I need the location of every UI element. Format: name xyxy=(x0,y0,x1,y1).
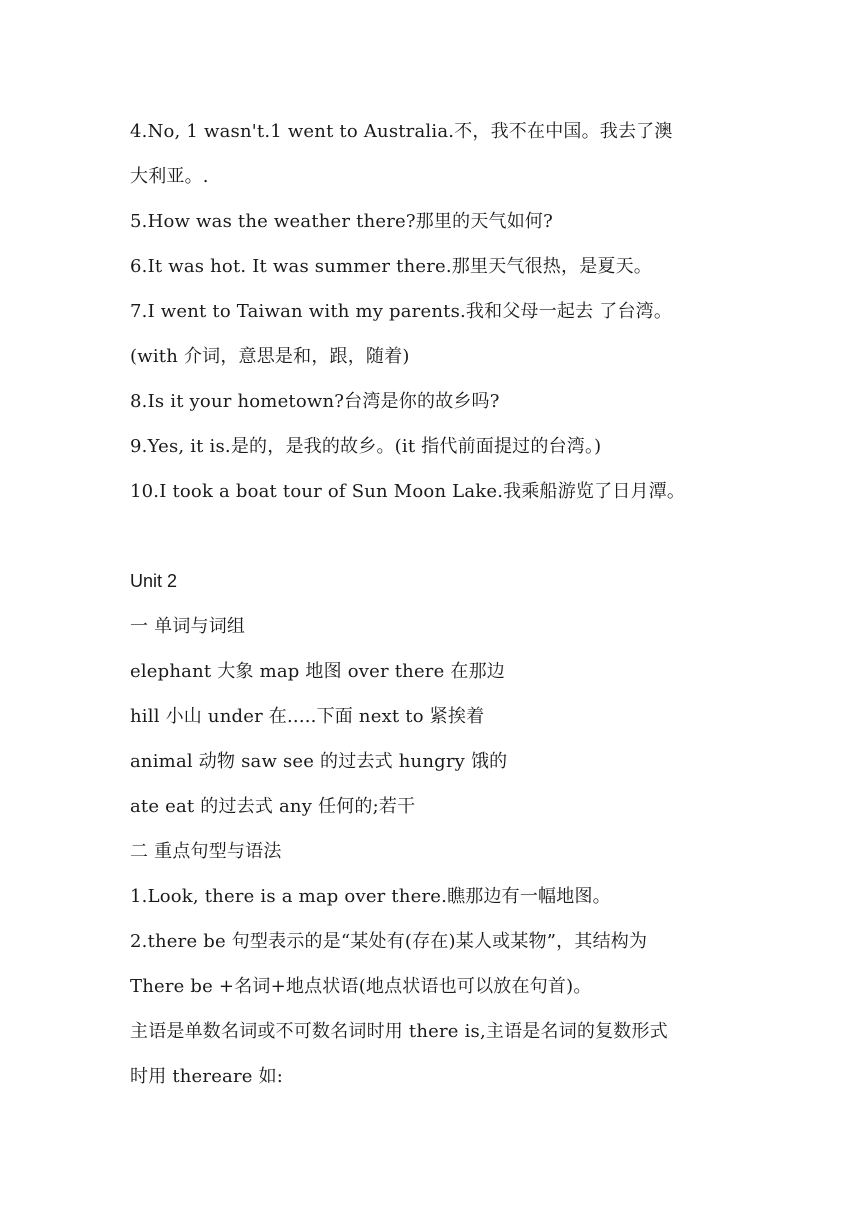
text-line: 7.I went to Taiwan with my parents.我和父母一起去 了台湾。 xyxy=(130,301,673,322)
unit-title: Unit 2 xyxy=(130,571,178,591)
text-line: (with 介词，意思是和，跟，随着) xyxy=(130,346,410,367)
text-line: 4.No, 1 wasn't.1 went to Australia.不，我不在中国。我去了澳 xyxy=(130,121,673,142)
grammar-line: 2.there be 句型表示的是“某处有(存在)某人或某物”，其结构为 xyxy=(130,931,648,952)
text-line: 6.It was hot. It was summer there.那里天气很热，是夏天。 xyxy=(130,256,653,277)
text-line: 9.Yes, it is.是的，是我的故乡。(it 指代前面提过的台湾。) xyxy=(130,436,602,457)
vocab-line: animal 动物 saw see 的过去式 hungry 饿的 xyxy=(130,751,508,772)
text-line: 10.I took a boat tour of Sun Moon Lake.我乘船游览了日月潭。 xyxy=(130,481,686,502)
grammar-line: 时用 thereare 如: xyxy=(130,1066,284,1087)
document-page xyxy=(130,109,750,1099)
grammar-heading: 二 重点句型与语法 xyxy=(130,841,282,862)
vocab-heading: 一 单词与词组 xyxy=(130,616,246,637)
vocab-line: elephant 大象 map 地图 over there 在那边 xyxy=(130,661,505,682)
grammar-line: 1.Look, there is a map over there.瞧那边有一幅地图。 xyxy=(130,886,611,907)
text-line: 5.How was the weather there?那里的天气如何? xyxy=(130,211,553,232)
grammar-line: There be +名词+地点状语(地点状语也可以放在句首)。 xyxy=(130,976,592,997)
text-line: 8.Is it your hometown?台湾是你的故乡吗? xyxy=(130,391,500,412)
grammar-line: 主语是单数名词或不可数名词时用 there is,主语是名词的复数形式 xyxy=(130,1021,668,1042)
vocab-line: hill 小山 under 在.....下面 next to 紧挨着 xyxy=(130,706,485,727)
blank-line xyxy=(130,514,750,559)
vocab-line: ate eat 的过去式 any 任何的;若干 xyxy=(130,796,416,817)
text-line: 大利亚。. xyxy=(130,166,209,187)
